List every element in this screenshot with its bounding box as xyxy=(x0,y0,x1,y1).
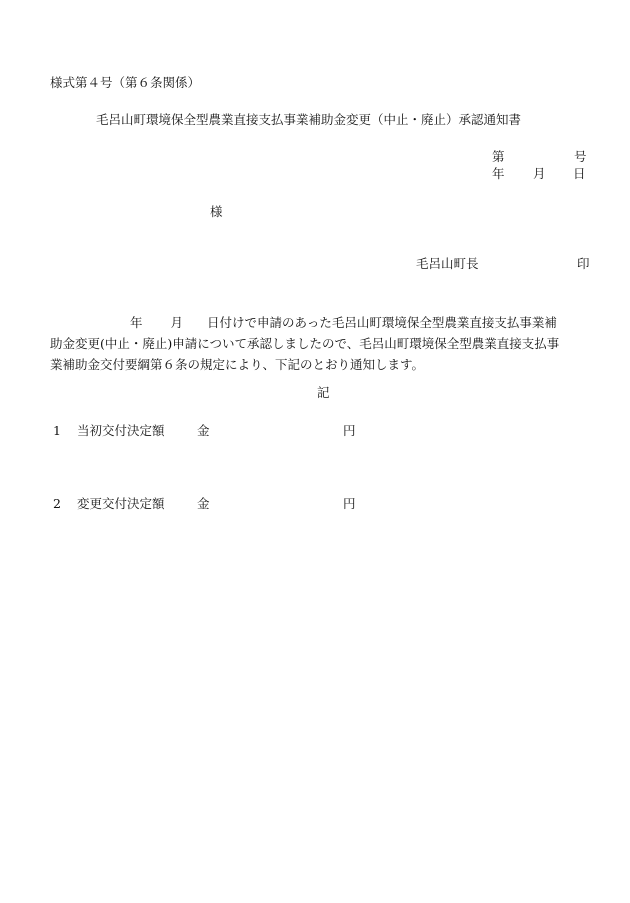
date-year: 年 xyxy=(492,166,505,181)
form-number: 様式第４号（第６条関係） xyxy=(50,75,201,90)
body-year: 年 xyxy=(130,315,143,330)
body-line-3: 業補助金交付要綱第６条の規定により、下記のとおり通知します。 xyxy=(50,357,425,372)
item-1-number: 1 xyxy=(53,423,61,438)
addressee-suffix: 様 xyxy=(210,204,223,219)
item-1-label: 当初交付決定額 xyxy=(77,423,165,438)
document-title: 毛呂山町環境保全型農業直接支払事業補助金変更（中止・廃止）承認通知書 xyxy=(96,112,522,127)
date-month: 月 xyxy=(533,166,546,181)
body-paragraph xyxy=(50,312,603,375)
item-1-currency: 金 xyxy=(197,423,210,438)
item-1-unit: 円 xyxy=(343,423,356,438)
item-2-number: 2 xyxy=(53,496,61,511)
item-2-label: 変更交付決定額 xyxy=(77,496,165,511)
item-2-currency: 金 xyxy=(197,496,210,511)
body-line-2: 助金変更(中止・廃止)申請について承認しましたので、毛呂山町環境保全型農業直接支払事 xyxy=(50,336,560,351)
doc-number-suffix: 号 xyxy=(574,149,587,164)
date-day: 日 xyxy=(573,166,586,181)
doc-number-prefix: 第 xyxy=(492,149,505,164)
body-line1-rest: 日付けで申請のあった毛呂山町環境保全型農業直接支払事業補 xyxy=(207,315,557,330)
item-2-unit: 円 xyxy=(343,496,356,511)
ki-heading: 記 xyxy=(317,385,330,400)
seal-mark: 印 xyxy=(577,256,590,271)
issuer-title: 毛呂山町長 xyxy=(416,256,479,271)
body-line-1 xyxy=(50,312,603,333)
body-month: 月 xyxy=(170,315,184,330)
